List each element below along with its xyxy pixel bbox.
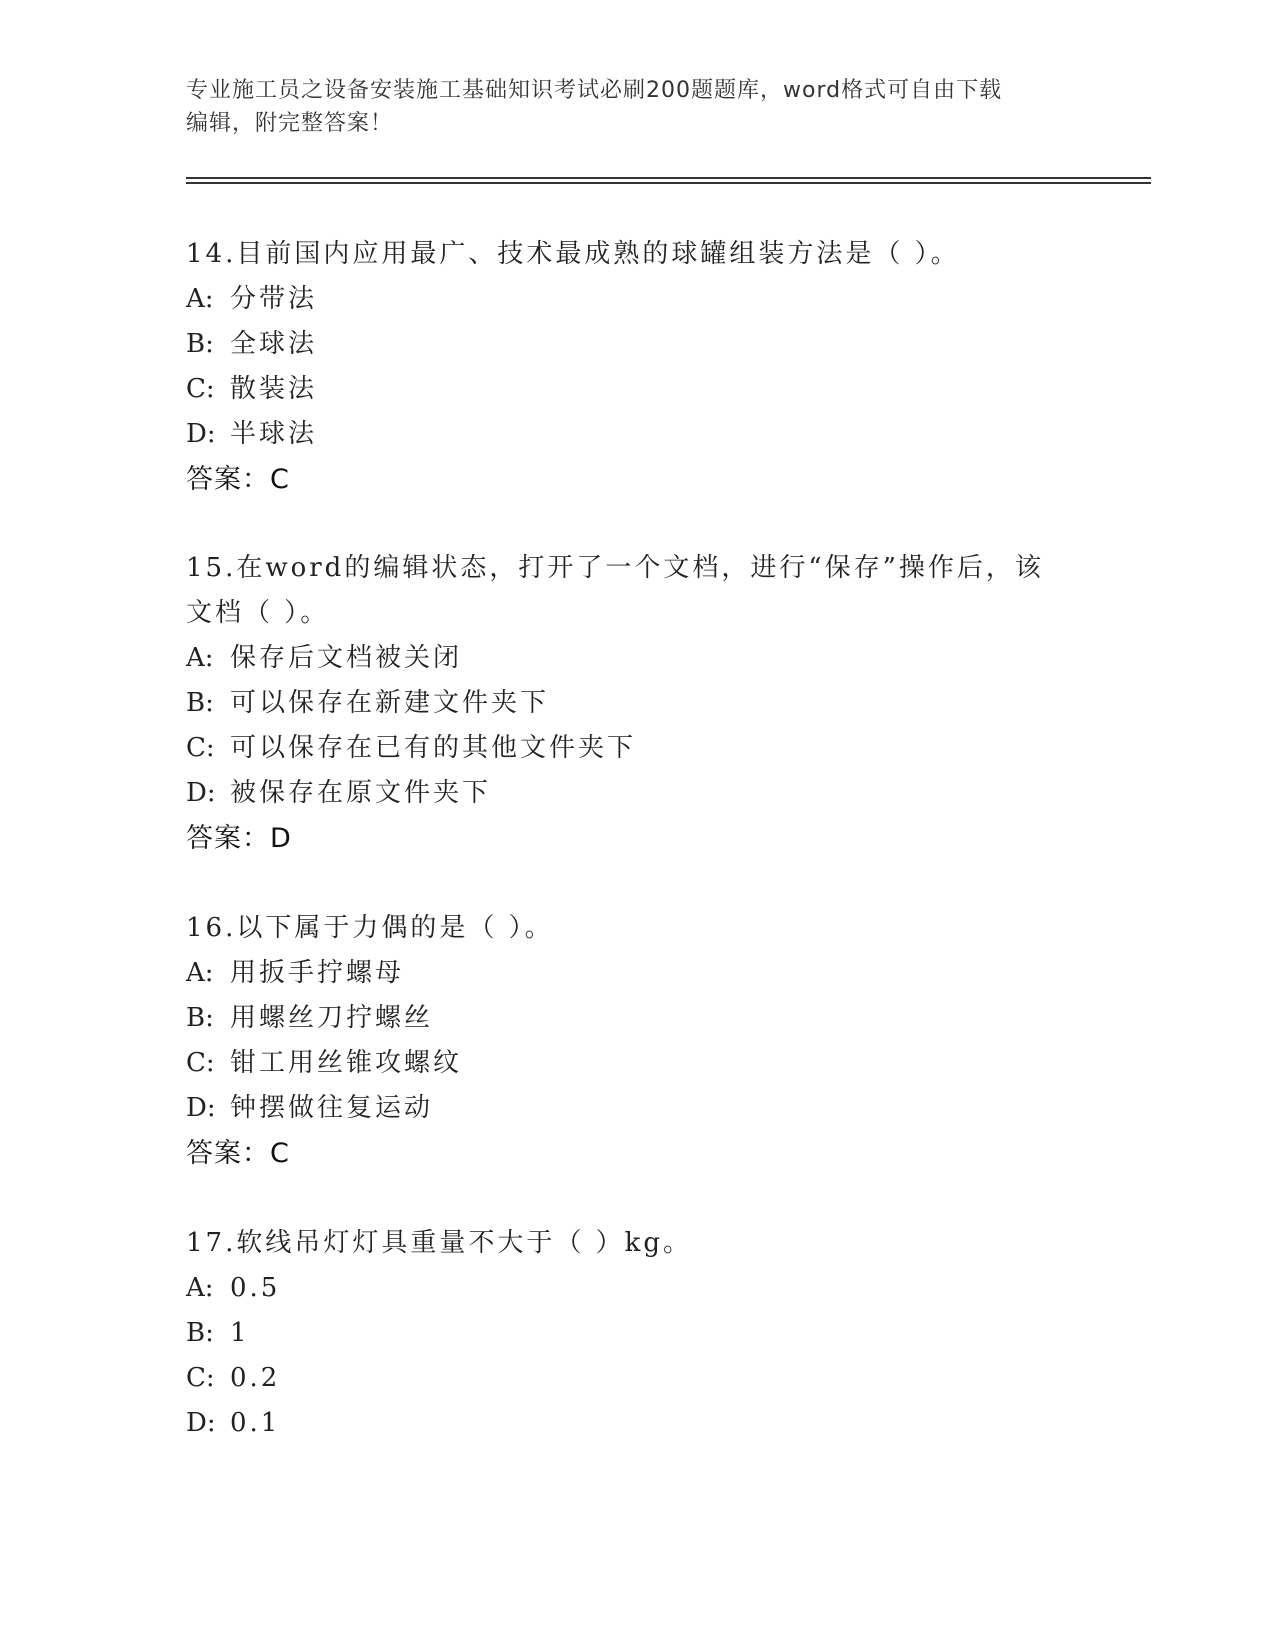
option-c [186,1356,1086,1401]
option-text: 保存后文档被关闭 [230,643,463,673]
header-line-2: 编辑，附完整答案！ [186,111,394,136]
option-letter: A: [186,1273,214,1303]
option-text: 可以保存在新建文件夹下 [230,688,550,718]
document-header [186,74,1086,140]
option-b [186,996,1086,1041]
option-text: 0.1 [230,1408,281,1438]
question-14 [186,232,1086,502]
option-text: 用扳手拧螺母 [230,958,405,988]
option-a [186,951,1086,996]
question-stem: 16.以下属于力偶的是（ ）。 [186,913,554,943]
option-a [186,636,1086,681]
option-letter: C: [186,374,215,404]
option-letter: A: [186,958,214,988]
option-letter: C: [186,733,215,763]
option-a [186,277,1086,322]
option-text: 用螺丝刀拧螺丝 [230,1003,434,1033]
question-stem: 15.在word的编辑状态，打开了一个文档，进行“保存”操作后，该 [186,553,1044,583]
option-b [186,322,1086,367]
option-text: 分带法 [230,284,318,314]
option-letter: D: [186,778,216,808]
option-text: 可以保存在已有的其他文件夹下 [230,733,637,763]
option-d [186,771,1086,816]
option-text: 钳工用丝锥攻螺纹 [230,1048,463,1078]
option-text: 被保存在原文件夹下 [230,778,492,808]
option-text: 0.5 [230,1273,281,1303]
option-letter: B: [186,688,214,718]
option-text: 0.2 [230,1363,281,1393]
option-letter: D: [186,1408,216,1438]
question-stem: 14.目前国内应用最广、技术最成熟的球罐组装方法是（ ）。 [186,239,960,269]
answer-label: 答案：C [186,1138,290,1169]
option-letter: A: [186,284,214,314]
option-b [186,1311,1086,1356]
option-text: 钟摆做往复运动 [230,1093,434,1123]
header-line-1: 专业施工员之设备安装施工基础知识考试必刷200题题库，word格式可自由下载 [186,78,1003,103]
answer-label: 答案：D [186,823,292,854]
question-15 [186,546,1086,861]
option-letter: D: [186,419,216,449]
option-b [186,681,1086,726]
option-letter: A: [186,643,214,673]
option-c [186,367,1086,412]
option-letter: B: [186,1318,214,1348]
option-a [186,1266,1086,1311]
header-divider-bottom [186,182,1151,184]
question-17 [186,1221,1086,1446]
option-text: 全球法 [230,329,318,359]
question-16 [186,906,1086,1176]
option-letter: C: [186,1363,215,1393]
answer-label: 答案：C [186,464,290,495]
option-letter: B: [186,329,214,359]
option-text: 散装法 [230,374,318,404]
option-text: 半球法 [230,419,318,449]
header-divider-top [186,177,1151,179]
option-text: 1 [230,1318,250,1348]
option-letter: C: [186,1048,215,1078]
option-c [186,1041,1086,1086]
question-stem: 17.软线吊灯灯具重量不大于（ ）kg。 [186,1228,693,1258]
option-letter: B: [186,1003,214,1033]
question-stem-continued: 文档（ ）。 [186,598,330,628]
option-d [186,1086,1086,1131]
option-d [186,1401,1086,1446]
option-letter: D: [186,1093,216,1123]
option-d [186,412,1086,457]
option-c [186,726,1086,771]
